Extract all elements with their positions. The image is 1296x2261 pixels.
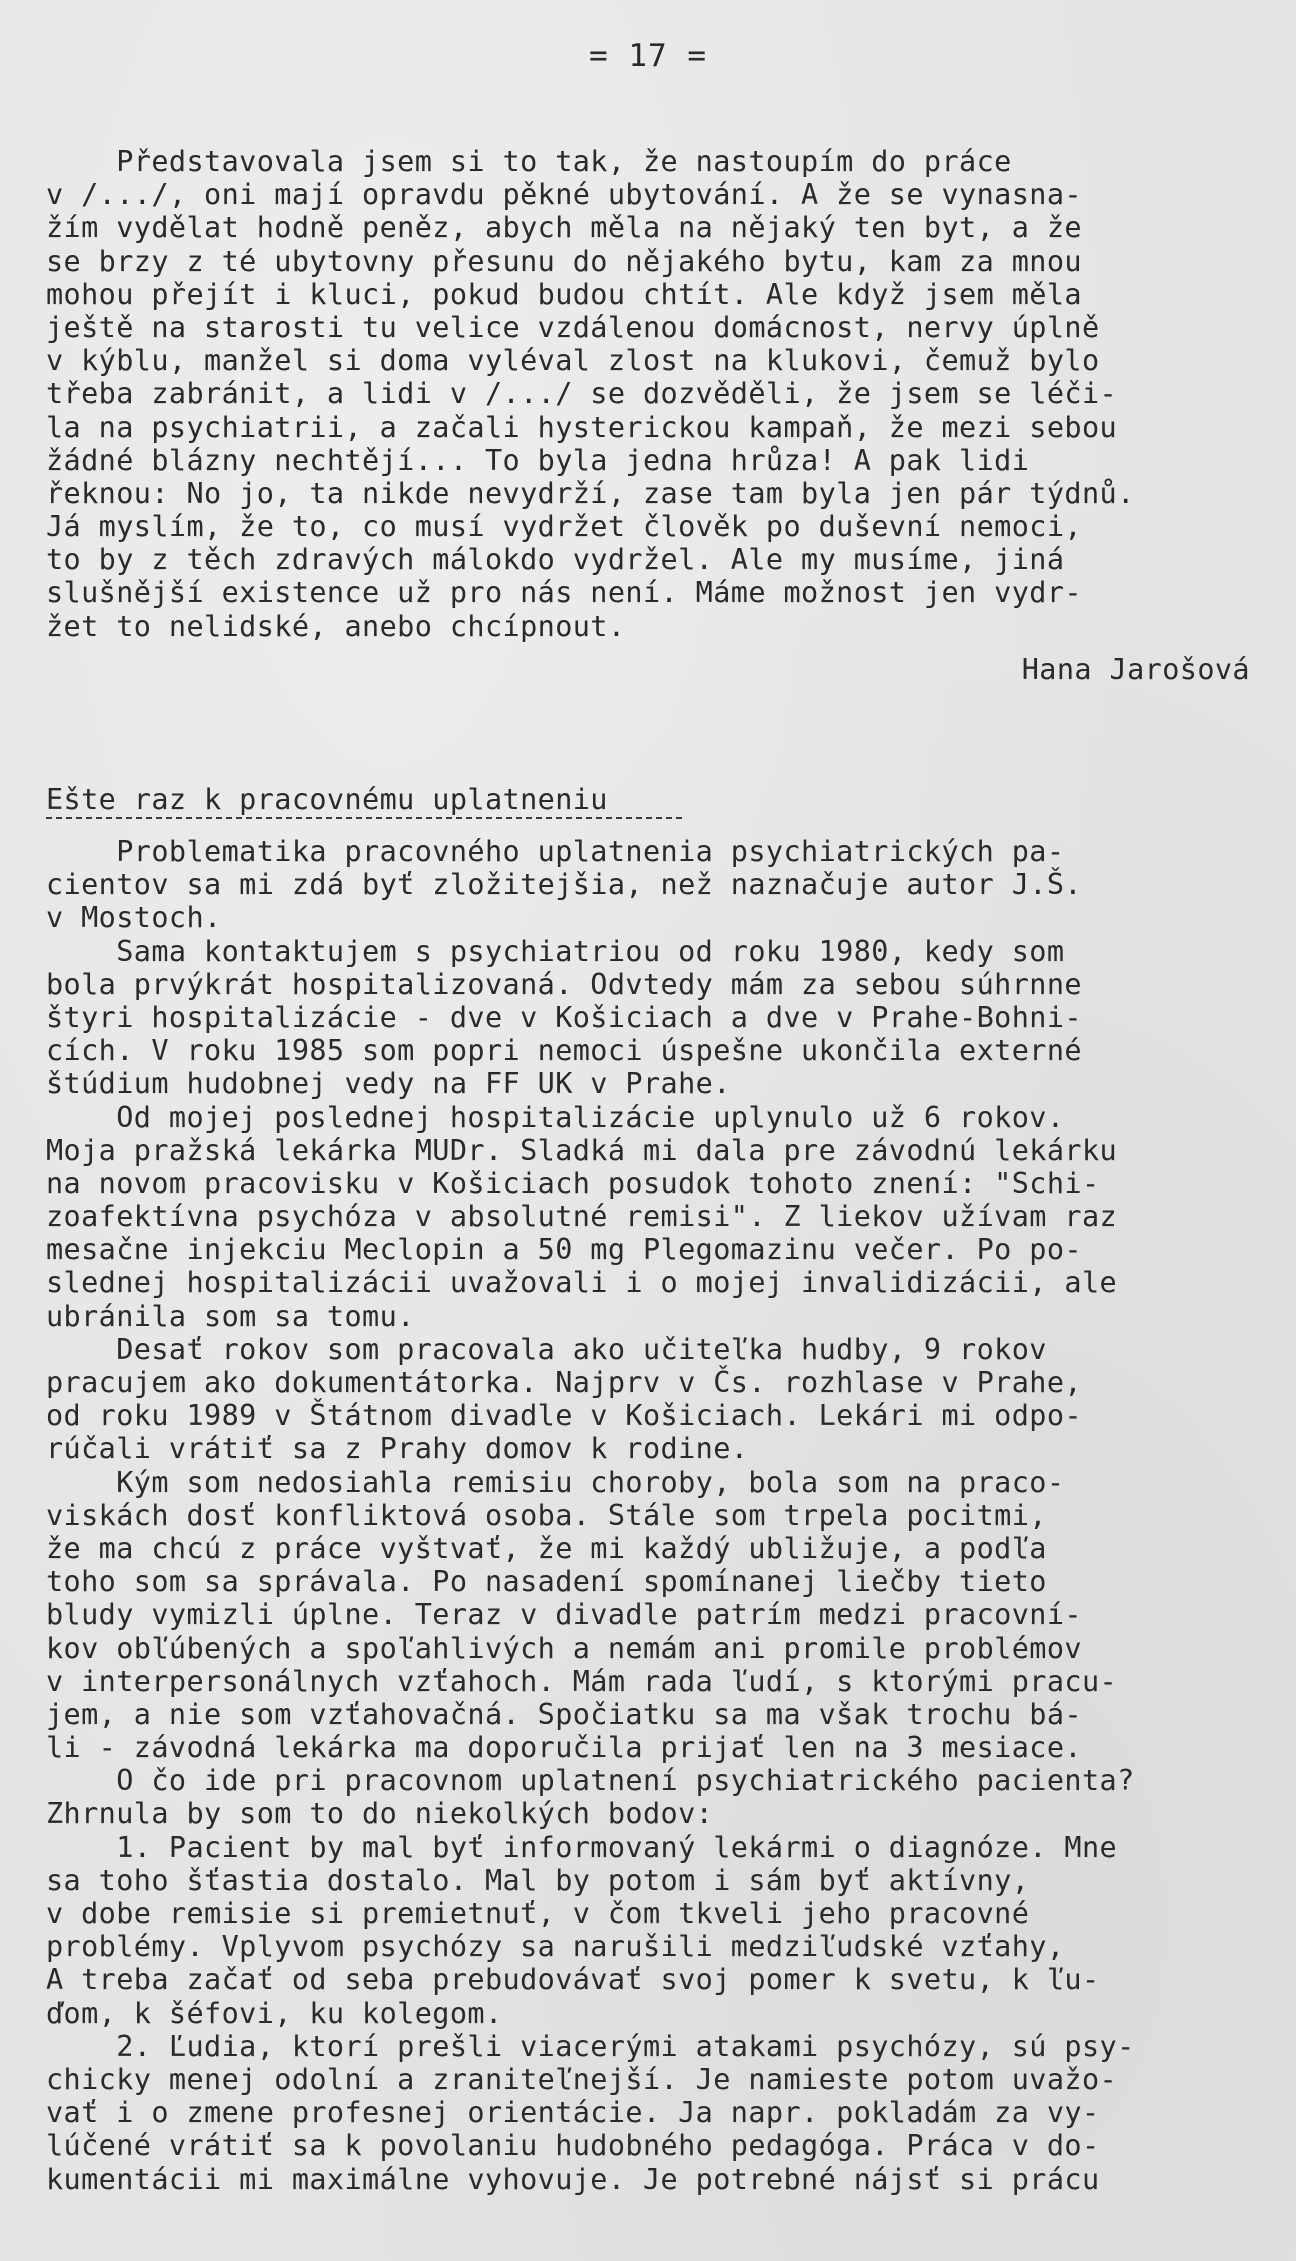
text-line: sa toho šťastia dostalo. Mal by potom i sám byť aktívny, — [46, 1863, 1030, 1897]
text-line: O čo ide pri pracovnom uplatnení psychiatrického pacienta? — [46, 1764, 1135, 1798]
text-line: to by z těch zdravých málokdo vydržel. Ale my musíme, jiná — [46, 543, 1065, 577]
text-line: kumentácii mi maximálne vyhovuje. Je potrebné nájsť si prácu — [46, 2162, 1100, 2196]
text-line: pracujem ako dokumentátorka. Najprv v Čs. rozhlase v Prahe, — [46, 1366, 1082, 1399]
text-line: žet to nelidské, anebo chcípnout. — [46, 609, 626, 643]
text-line: bludy vymizli úplne. Teraz v divadle patrím medzi pracovní- — [46, 1598, 1082, 1632]
text-line: Zhrnula by som to do niekolkých bodov: — [46, 1797, 714, 1831]
text-line: Kým som nedosiahla remisiu choroby, bola som na praco- — [46, 1465, 1065, 1499]
text-line: ubránila som sa tomu. — [46, 1299, 415, 1333]
text-line: žádné blázny nechtějí... To byla jedna hrůza! A pak lidi — [46, 443, 1030, 477]
letter-text — [46, 145, 1266, 643]
text-line: problémy. Vplyvom psychózy sa narušili medziľudské vzťahy, — [46, 1930, 1065, 1964]
text-line: lúčené vrátiť sa k povolaniu hudobného pedagóga. Práca v do- — [46, 2129, 1100, 2163]
text-line: slednej hospitalizácii uvažovali i o mojej invalidizácii, ale — [46, 1266, 1118, 1300]
article-text — [46, 835, 1266, 2196]
text-line: jem, a nie som vzťahovačná. Spočiatku sa ma však trochu bá- — [46, 1697, 1082, 1731]
text-line: kov obľúbených a spoľahlivých a nemám ani promile problémov — [46, 1631, 1082, 1665]
text-line: Moja pražská lekárka MUDr. Sladká mi dala pre závodnú lekárku — [46, 1133, 1118, 1167]
text-line: od roku 1989 v Štátnom divadle v Košiciach. Lekári mi odpo- — [46, 1399, 1082, 1433]
text-line: slušnější existence už pro nás není. Máme možnost jen vydr- — [46, 576, 1082, 610]
text-line: se brzy z té ubytovny přesunu do nějakého bytu, kam za mnou — [46, 244, 1082, 278]
text-line: Sama kontaktujem s psychiatriou od roku 1980, kedy som — [46, 934, 1065, 968]
text-line: třeba zabránit, a lidi v /.../ se dozvěděli, že jsem se léči- — [46, 377, 1118, 411]
text-line: že ma chcú z práce vyštvať, že mi každý ubližuje, a podľa — [46, 1531, 1047, 1565]
text-line: li - závodná lekárka ma doporučila prijať len na 3 mesiace. — [46, 1731, 1082, 1765]
text-line: na novom pracovisku v Košiciach posudok tohoto znení: "Schi- — [46, 1166, 1100, 1200]
text-line: viskách dosť konfliktová osoba. Stále som trpela pocitmi, — [46, 1498, 1047, 1532]
article-heading: Ešte raz k pracovnému uplatneniu — [46, 783, 608, 816]
text-line: zoafektívna psychóza v absolutné remisi". Z liekov užívam raz — [46, 1200, 1118, 1234]
text-line: štúdium hudobnej vedy na FF UK v Prahe. — [46, 1067, 731, 1101]
text-line: chicky menej odolní a zraniteľnejší. Je namieste potom uvažo- — [46, 2062, 1118, 2096]
text-line: řeknou: No jo, ta nikde nevydrží, zase tam byla jen pár týdnů. — [46, 476, 1135, 510]
text-line: cích. V roku 1985 som popri nemoci úspešne ukončila externé — [46, 1034, 1082, 1068]
text-line: v dobe remisie si premietnuť, v čom tkveli jeho pracovné — [46, 1897, 1030, 1930]
text-line: Problematika pracovného uplatnenia psychiatrických pa- — [46, 835, 1065, 868]
text-line: žím vydělat hodně peněz, abych měla na nějaký ten byt, a že — [46, 211, 1082, 245]
text-line: Já myslím, že to, co musí vydržet člověk po duševní nemoci, — [46, 510, 1082, 544]
text-line: la na psychiatrii, a začali hysterickou kampaň, že mezi sebou — [46, 410, 1118, 444]
text-line: vať i o zmene profesnej orientácie. Ja napr. pokladám za vy- — [46, 2096, 1100, 2130]
text-line: štyri hospitalizácie - dve v Košiciach a dve v Prahe-Bohni- — [46, 1000, 1082, 1034]
text-line: bola prvýkrát hospitalizovaná. Odvtedy mám za sebou súhrnne — [46, 967, 1082, 1001]
heading-underline — [46, 817, 682, 819]
text-line: 1. Pacient by mal byť informovaný lekármi o diagnóze. Mne — [46, 1830, 1118, 1864]
text-line: A treba začať od seba prebudovávať svoj pomer k svetu, k ľu- — [46, 1963, 1100, 1997]
text-line: Od mojej poslednej hospitalizácie uplynulo už 6 rokov. — [46, 1100, 1065, 1134]
text-line: cientov sa mi zdá byť zložitejšia, než naznačuje autor J.Š. — [46, 868, 1082, 902]
page-number: = 17 = — [589, 38, 707, 74]
text-line: mohou přejít i kluci, pokud budou chtít. Ale když jsem měla — [46, 277, 1082, 311]
text-line: v /.../, oni mají opravdu pěkné ubytování. A že se vynasna- — [46, 178, 1082, 212]
text-line: toho som sa správala. Po nasadení spomínanej liečby tieto — [46, 1565, 1047, 1599]
letter-signature: Hana Jarošová — [1021, 653, 1250, 686]
text-line: v kýblu, manžel si doma vyléval zlost na klukovi, čemuž bylo — [46, 344, 1100, 378]
text-line: rúčali vrátiť sa z Prahy domov k rodine. — [46, 1432, 749, 1466]
text-line: Desať rokov som pracovala ako učiteľka hudby, 9 rokov — [46, 1332, 1047, 1366]
text-line: 2. Ľudia, ktorí prešli viacerými atakami psychózy, sú psy- — [46, 2029, 1135, 2063]
text-line: v Mostoch. — [46, 901, 222, 935]
text-line: Představovala jsem si to tak, že nastoupím do práce — [46, 145, 1012, 178]
text-line: mesačne injekciu Meclopin a 50 mg Plegomazinu večer. Po po- — [46, 1233, 1082, 1267]
text-line: ještě na starosti tu velice vzdálenou domácnost, nervy úplně — [46, 310, 1100, 344]
text-line: ďom, k šéfovi, ku kolegom. — [46, 1996, 503, 2030]
text-line: v interpersonálnych vzťahoch. Mám rada ľudí, s ktorými pracu- — [46, 1664, 1118, 1698]
